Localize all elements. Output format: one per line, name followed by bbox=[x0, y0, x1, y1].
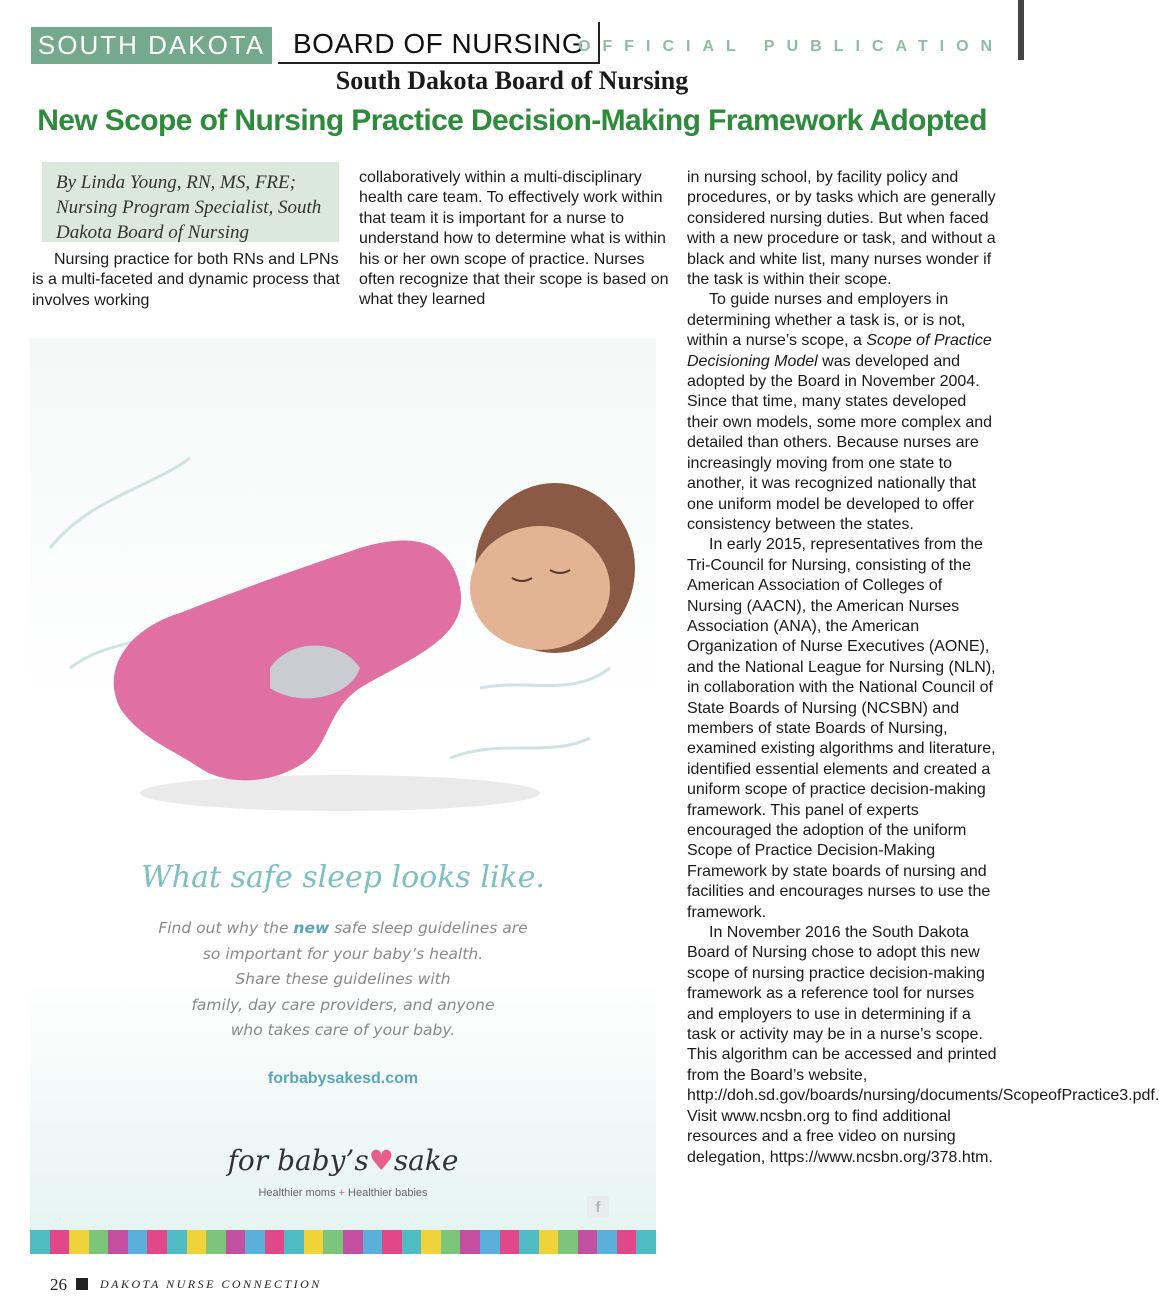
stripe-segment bbox=[441, 1230, 461, 1254]
publication-name: DAKOTA NURSE CONNECTION bbox=[100, 1277, 322, 1291]
stripe-segment bbox=[363, 1230, 383, 1254]
header-state-label: SOUTH DAKOTA bbox=[31, 27, 272, 64]
ad-website-link[interactable]: forbabysakesd.com bbox=[267, 1070, 419, 1087]
ad-line-1-bold: new bbox=[293, 919, 330, 937]
stripe-segment bbox=[558, 1230, 578, 1254]
col2-paragraph: collaboratively within a multi-disciplinary health care team. To effectively work within that team it is important for a nurse to understand how to determine what is within his or her own scope of practice. Nurses often recognize that their scope is based on what they learned bbox=[359, 169, 669, 309]
stripe-segment bbox=[480, 1230, 500, 1254]
heart-icon: ♥ bbox=[368, 1144, 394, 1177]
col3-p2-italic: Scope of Practice Decisioning Model bbox=[687, 332, 992, 370]
stripe-segment bbox=[187, 1230, 207, 1254]
ad-line-1 bbox=[30, 916, 656, 942]
col3-paragraph-1: in nursing school, by facility policy and procedures, or by tasks which are generally considered nursing duties. But when faced with a new procedure or task, and without a black and white list, many nurses wonder if the task is within their scope. bbox=[687, 169, 996, 289]
article-column-2 bbox=[359, 168, 671, 311]
ad-line-1-end: safe sleep guidelines are bbox=[329, 919, 528, 937]
sleeping-baby-illustration bbox=[30, 338, 656, 858]
ad-body-text bbox=[30, 916, 656, 1044]
baby-shadow bbox=[140, 775, 540, 811]
footer-square-icon bbox=[76, 1278, 88, 1290]
ad-line-4: family, day care providers, and anyone bbox=[191, 995, 495, 1014]
stripe-segment bbox=[69, 1230, 89, 1254]
stripe-segment bbox=[636, 1230, 656, 1254]
col3-p2-text-after: was developed and adopted by the Board in November 2004. Since that time, many states developed their own models, some more complex and detailed than others. Because nurses are increasingly moving from one state to another, it was recognized nationally that one uniform model be developed to offer consistency between the states. bbox=[687, 352, 993, 533]
ad-line-3: Share these guidelines with bbox=[235, 970, 451, 988]
stripe-segment bbox=[304, 1230, 324, 1254]
stripe-segment bbox=[50, 1230, 70, 1254]
stripe-segment bbox=[147, 1230, 167, 1254]
stripe-segment bbox=[89, 1230, 109, 1254]
stripe-segment bbox=[206, 1230, 226, 1254]
stripe-segment bbox=[343, 1230, 363, 1254]
ad-headline: What safe sleep looks like. bbox=[140, 860, 546, 895]
stripe-segment bbox=[30, 1230, 50, 1254]
stripe-segment bbox=[519, 1230, 539, 1254]
stripe-segment bbox=[226, 1230, 246, 1254]
page-number: 26 bbox=[50, 1275, 67, 1294]
logo-text-left: for baby’s bbox=[227, 1144, 369, 1177]
stripe-segment bbox=[500, 1230, 520, 1254]
stripe-segment bbox=[108, 1230, 128, 1254]
stripe-segment bbox=[539, 1230, 559, 1254]
baby-face bbox=[470, 526, 610, 650]
article-subtitle: South Dakota Board of Nursing bbox=[335, 66, 689, 95]
col3-p2-text: To guide nurses and employers in determining whether a task is, or is not, within a nurse’s scope, a bbox=[687, 291, 966, 350]
stripe-segment bbox=[578, 1230, 598, 1254]
safe-sleep-advertisement bbox=[30, 338, 656, 1254]
article-column-3 bbox=[687, 168, 1159, 1168]
stripe-segment bbox=[402, 1230, 422, 1254]
logo-text-right: sake bbox=[393, 1144, 459, 1177]
ad-line-5: who takes care of your baby. bbox=[230, 1021, 456, 1039]
stripe-segment bbox=[323, 1230, 343, 1254]
tagline-right: Healthier babies bbox=[348, 1187, 428, 1199]
stripe-segment bbox=[617, 1230, 637, 1254]
stripe-segment bbox=[421, 1230, 441, 1254]
article-headline: New Scope of Nursing Practice Decision-Making Framework Adopted bbox=[37, 104, 987, 137]
col3-paragraph-2 bbox=[687, 290, 999, 535]
stripe-segment bbox=[265, 1230, 285, 1254]
col3-paragraph-3: In early 2015, representatives from the Tri-Council for Nursing, consisting of the American Association of Colleges of Nursing (AACN), the American Nurses Association (ANA), the American Organization of Nurse Executives (AONE), and the National League for Nursing (NLN), in collaboration with the National Council of State Boards of Nursing (NCSBN) and members of state Boards of Nursing, examined existing algorithms and literature, identified essential elements and created a uniform scope of practice decision-making framework. This panel of experts encouraged the adoption of the uniform Scope of Practice Decision-Making Framework by state boards of nursing and facilities and encourages nurses to use the framework. bbox=[687, 536, 996, 921]
tagline-left: Healthier moms bbox=[258, 1187, 336, 1199]
for-babys-sake-logo bbox=[30, 1144, 656, 1177]
facebook-icon[interactable]: f bbox=[587, 1196, 609, 1218]
plus-icon: + bbox=[338, 1187, 345, 1199]
ad-line-2: so important for your baby’s health. bbox=[202, 944, 484, 963]
header-official-publication: OFFICIAL PUBLICATION bbox=[578, 38, 1005, 55]
page-edge-tab bbox=[1018, 0, 1024, 60]
col3-paragraph-4: In November 2016 the South Dakota Board of Nursing chose to adopt this new scope of nursing practice decision-making framework as a reference tool for nurses and employers to use in determining if a task or activity may be in a nurse’s scope. This algorithm can be accessed and printed from the Board’s website, http://doh.sd.gov/boards/nursing/documents/ScopeofPractice3.pdf. Visit www.ncsbn.org to find additional resources and a free video on nursing delegation, https://www.ncsbn.org/378.htm. bbox=[687, 924, 1159, 1166]
stripe-segment bbox=[245, 1230, 265, 1254]
col1-paragraph: Nursing practice for both RNs and LPNs is a multi-faceted and dynamic process that involves working bbox=[32, 251, 340, 309]
ad-tagline bbox=[30, 1187, 656, 1199]
stripe-segment bbox=[284, 1230, 304, 1254]
color-stripe-border bbox=[30, 1230, 656, 1254]
header-board-label: BOARD OF NURSING bbox=[278, 22, 600, 64]
byline-box bbox=[42, 162, 339, 242]
stripe-segment bbox=[597, 1230, 617, 1254]
stripe-segment bbox=[460, 1230, 480, 1254]
stripe-segment bbox=[382, 1230, 402, 1254]
stripe-segment bbox=[128, 1230, 148, 1254]
article-column-1 bbox=[32, 250, 342, 311]
byline-text: By Linda Young, RN, MS, FRE; Nursing Program Specialist, South Dakota Board of Nursing bbox=[56, 172, 322, 243]
ad-line-1-start: Find out why the bbox=[158, 919, 294, 937]
stripe-segment bbox=[167, 1230, 187, 1254]
